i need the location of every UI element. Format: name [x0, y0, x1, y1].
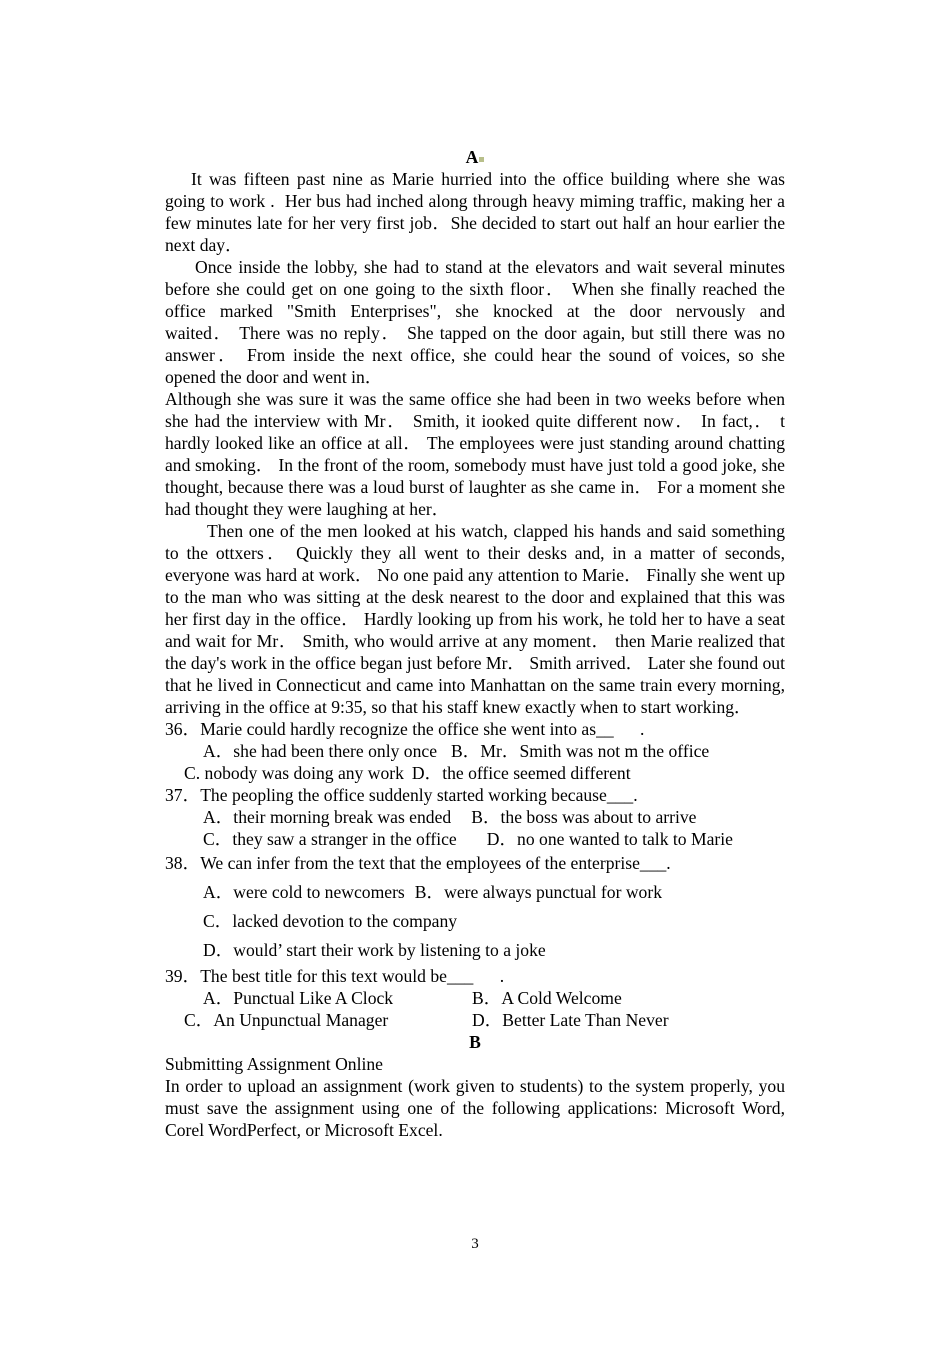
q39-option-b: B．A Cold Welcome [472, 988, 622, 1008]
question-37-options-ab [165, 806, 785, 828]
question-36-stem: 36．Marie could hardly recognize the office she went into as__ . [165, 719, 645, 739]
q37-option-b: B．the boss was about to arrive [471, 807, 697, 827]
passage-a-paragraph-1: It was fifteen past nine as Marie hurried into the office building where she was going to work . Her bus had inched along through heavy miming traffic, making her a few minutes late for her very first job．She decided to start out half an hour earlier the next day． [165, 169, 785, 255]
passage-a-paragraph-3: Although she was sure it was the same office she had been in two weeks before when she had the interview with Mr． Smith, it iooked quite different now． In fact,． t hardly looked like an office at all． The employees were just standing around chatting and smoking． In the front of the room, somebody must have just told a good joke, she thought, because there was a loud burst of laughter as she came in． For a moment she had thought they were laughing at her． [165, 389, 785, 519]
question-39-stem: 39．The best title for this text would be___ . [165, 966, 505, 986]
q39-option-d: D．Better Late Than Never [472, 1010, 669, 1030]
q37-option-a: A．their morning break was ended [203, 807, 452, 827]
section-a-title: A [465, 147, 479, 167]
question-36-options-cd [165, 762, 785, 784]
page-number: 3 [471, 1236, 479, 1252]
section-b-title: B [469, 1032, 481, 1052]
passage-b-paragraph-1: In order to upload an assignment (work given to students) to the system properly, you must save the assignment using one of the following applications: Microsoft Word, Corel WordPerfect, or Microsoft Excel. [165, 1076, 785, 1140]
q36-option-b: B．Mr．Smith was not m the office [451, 741, 710, 761]
q36-option-a: A．she had been there only once [203, 741, 438, 761]
q37-option-d: D．no one wanted to talk to Marie [486, 829, 733, 849]
question-39-options-cd [165, 1009, 785, 1031]
q38-option-b: B．were always punctual for work [414, 882, 662, 902]
question-36-options-ab [165, 740, 785, 762]
document-page [165, 146, 785, 1141]
q38-option-c: C．lacked devotion to the company [203, 911, 458, 931]
q36-option-c: C. nobody was doing any work [184, 763, 404, 783]
q39-option-c: C．An Unpunctual Manager [184, 1010, 389, 1030]
q37-option-c: C．they saw a stranger in the office [203, 829, 457, 849]
passage-b-title: Submitting Assignment Online [165, 1054, 383, 1074]
passage-a-paragraph-4: Then one of the men looked at his watch, clapped his hands and said something to the ottxers． Quickly they all went to their desks and, in a matter of seconds, everyone was hard at work． No one paid any attention to Marie． Finally she went up to the man who was sitting at the desk nearest to the door and explained that this was her first day in the office． Hardly looking up from his work, he told her to have a seat and wait for Mr． Smith, who would arrive at any moment． then Marie realized that the day's work in the office began just before Mr． Smith arrived． Later she found out that he lived in Connecticut and came into Manhattan on the same train every morning, arriving in the office at 9:35, so that his staff knew exactly when to start working． [165, 521, 785, 717]
q39-option-a: A．Punctual Like A Clock [203, 988, 394, 1008]
marker-dot [479, 157, 484, 162]
passage-a-paragraph-2: Once inside the lobby, she had to stand at the elevators and wait several minutes before she could get on one going to the sixth floor． When she finally reached the office marked "Smith Enterprises", she knocked at the door nervously and waited． There was no reply． She tapped on the door again, but still there was no answer． From inside the next office, she could hear the sound of voices, so she opened the door and went in． [165, 257, 785, 387]
q36-option-d: D．the office seemed different [411, 763, 631, 783]
question-37-stem: 37．The peopling the office suddenly started working because___. [165, 785, 638, 805]
section-a-heading [165, 146, 785, 168]
question-39-options-ab [165, 987, 785, 1009]
question-38-options-ab [165, 881, 785, 903]
q38-option-d: D．would’ start their work by listening to a joke [203, 940, 546, 960]
q38-option-a: A．were cold to newcomers [203, 882, 405, 902]
question-37-options-cd [165, 828, 785, 850]
question-38-stem: 38．We can infer from the text that the employees of the enterprise___. [165, 853, 671, 873]
